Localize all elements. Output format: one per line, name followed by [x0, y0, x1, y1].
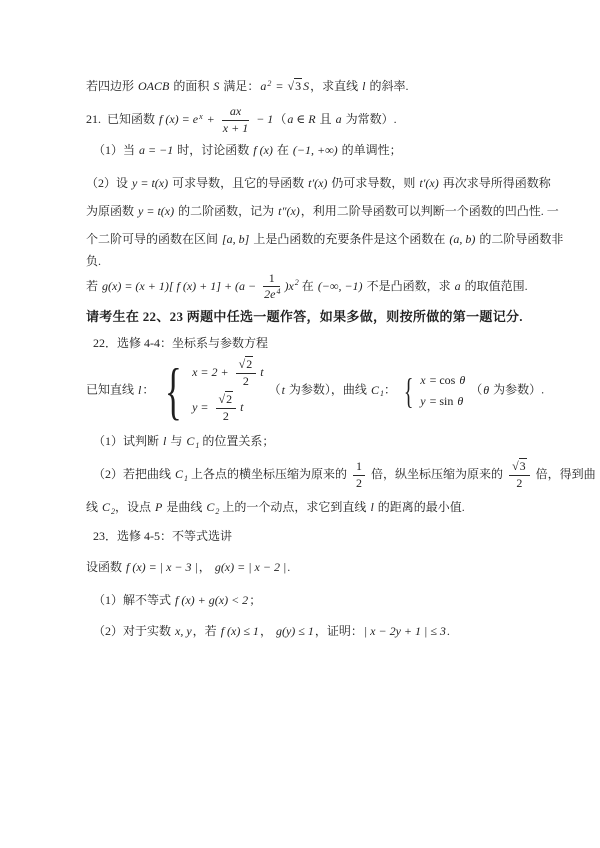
fraction-numerator [353, 460, 365, 476]
text-run: 仍可求导数，则 [328, 175, 419, 190]
left-brace-icon: { [403, 370, 414, 411]
text-run: 请考生在 22、23 两题中任选一题作答，如果多做，则按所做的第一题记分. [86, 309, 523, 325]
text-run: （1）解不等式 [93, 592, 175, 607]
problem22-heading [86, 335, 600, 352]
text-run: 的二阶导函数非 [476, 231, 564, 246]
math-run: = [272, 79, 287, 93]
problem20-tail [86, 78, 600, 95]
equation-system [400, 372, 466, 410]
problem23-part2 [86, 623, 600, 640]
text-run: 在 [298, 278, 317, 293]
fraction [222, 105, 249, 136]
problem23-part1 [86, 592, 600, 609]
problem21-part2-line4 [86, 253, 600, 270]
math-run: a [454, 278, 461, 293]
problem21-gx-condition [86, 272, 600, 303]
text-run: 上的一个动点，求它到直线 [219, 499, 370, 514]
text-run: 上各点的横坐标压缩为原来的 [188, 467, 351, 482]
fraction-denominator [216, 409, 237, 424]
math-run: t′(x) [308, 175, 328, 190]
text-run: 2 [516, 476, 523, 491]
text-run: ，利用二阶导函数可以判断一个函数的凹凸性. 一 [300, 203, 559, 218]
text-run: ，设点 [115, 499, 155, 514]
text-run: （2）设 [86, 175, 132, 190]
fraction [236, 358, 257, 389]
radical-sign-icon: √ [238, 357, 246, 372]
math-run: OACB [138, 79, 170, 93]
text-run: 2 [356, 476, 363, 491]
text-run: ； [249, 592, 262, 607]
fraction-denominator [222, 121, 249, 136]
equation-system [158, 354, 264, 426]
problem22-given [86, 354, 600, 426]
math-run: x, y [175, 623, 192, 638]
superscript: 2 [294, 278, 299, 288]
text-run: 的面积 [170, 79, 213, 93]
math-run: x = 2 + [192, 365, 232, 380]
radical [288, 78, 303, 93]
math-run: θ [483, 382, 490, 397]
text-run: ，若 [192, 623, 220, 638]
text-run: 22．选修 4-4：坐标系与参数方程 [93, 336, 268, 351]
text-run: 为常数）. [342, 112, 397, 127]
subscript: 1 [195, 441, 200, 451]
math-run: t [260, 365, 264, 380]
superscript: x [199, 111, 203, 121]
math-run: (a, b) [449, 231, 476, 246]
problem21-part1 [86, 142, 600, 159]
math-run: (−1, +∞) [292, 142, 338, 157]
math-run: y [420, 393, 426, 408]
text-run: 的单调性； [338, 142, 402, 157]
selection-note [86, 308, 600, 325]
math-run: f (x) ≤ 1 [220, 623, 259, 638]
fraction [353, 460, 365, 491]
text-run: 倍，得到曲 [532, 467, 596, 482]
fraction-denominator [509, 476, 530, 491]
math-run: ax [229, 104, 242, 118]
fraction-denominator [353, 476, 365, 491]
text-run: 且 [316, 112, 335, 127]
math-run: x [420, 372, 426, 387]
math-run: f (x) [253, 142, 273, 157]
radical-sign-icon: √ [512, 459, 519, 474]
text-run: 设函数 [86, 559, 126, 574]
text-run: ，求直线 [310, 79, 362, 93]
text-run: （ [470, 382, 483, 397]
math-run: l [138, 382, 142, 397]
math-run: C [102, 499, 111, 514]
math-run: 2e [264, 287, 276, 302]
fraction-denominator [263, 287, 280, 302]
text-run: = cos [426, 372, 459, 387]
text-run: . [287, 559, 291, 574]
math-run: C [175, 467, 184, 482]
text-run: 已知直线 [86, 382, 138, 397]
text-run: 的斜率. [366, 79, 409, 93]
radical-sign-icon: √ [287, 79, 295, 93]
system-rows [191, 358, 264, 423]
fraction-numerator [509, 460, 530, 476]
problem21-part2-line3 [86, 225, 600, 253]
problem22-part1 [86, 433, 600, 450]
text-run: 与 [167, 434, 186, 449]
text-run: 2 [222, 408, 229, 423]
fraction-denominator [236, 374, 257, 389]
text-run: 的取值范围. [461, 278, 528, 293]
text-run: ，证明： [314, 623, 363, 638]
radical [239, 356, 254, 371]
text-run: 为原函数 [86, 203, 138, 218]
math-run: y = t(x) [132, 175, 169, 190]
problem21-heading [86, 105, 600, 136]
text-run: 线 [86, 499, 102, 514]
math-run: t [240, 399, 244, 414]
math-run: C [186, 434, 195, 449]
math-run: t″(x) [278, 203, 300, 218]
text-run: 1 [268, 270, 275, 285]
text-run: 上是凸函数的充要条件是这个函数在 [250, 231, 449, 246]
math-run: l [163, 434, 167, 449]
math-run: (−∞, −1) [317, 278, 363, 293]
system-row [419, 393, 464, 410]
fraction-numerator [236, 358, 257, 374]
subscript: 2 [215, 506, 220, 516]
text-run: （2）若把曲线 [93, 467, 175, 482]
text-run: 再次求导所得函数称 [439, 175, 551, 190]
math-run: )x [284, 278, 294, 293]
text-run: 若四边形 [86, 79, 138, 93]
radicand: 2 [226, 391, 233, 406]
text-run: = sin [426, 393, 457, 408]
math-run: C [370, 382, 379, 397]
text-run: 为参数），曲线 [285, 382, 370, 397]
subscript: 1 [184, 474, 189, 484]
radical [219, 391, 234, 406]
text-run: ： [142, 382, 155, 397]
fraction [216, 393, 237, 424]
math-run: f (x) = e [159, 112, 199, 127]
text-run: . [446, 623, 450, 638]
superscript: 4 [276, 287, 281, 296]
text-run: （ [274, 112, 287, 127]
text-run: 的位置关系； [199, 434, 275, 449]
math-run: S [303, 79, 310, 93]
math-run: P [155, 499, 163, 514]
math-run: [a, b] [222, 231, 250, 246]
left-brace-icon: { [165, 354, 183, 426]
problem22-part2-line2 [86, 499, 600, 516]
math-run: + [203, 112, 218, 127]
text-run: 满足： [220, 79, 260, 93]
fraction-numerator [222, 105, 249, 121]
text-run: 是曲线 [163, 499, 206, 514]
text-run: 个二阶可导的函数在区间 [86, 231, 222, 246]
text-run: 可求导数，且它的导函数 [169, 175, 308, 190]
math-run: y = [192, 399, 212, 414]
text-run: ： [383, 382, 396, 397]
math-run: a = −1 [139, 142, 174, 157]
math-run: a [260, 79, 267, 93]
text-run: （1）当 [93, 142, 139, 157]
math-run: θ [457, 393, 464, 408]
text-run: 的二阶函数，记为 [175, 203, 278, 218]
document-body [86, 78, 600, 640]
text-run: 若 [86, 278, 102, 293]
text-run: （1）试判断 [93, 434, 163, 449]
text-run: ， [259, 623, 275, 638]
math-run: C [206, 499, 215, 514]
text-run: 23．选修 4-5：不等式选讲 [93, 528, 232, 543]
math-run: l [362, 79, 366, 93]
math-run: y = t(x) [138, 203, 175, 218]
problem21-part2-line2 [86, 197, 600, 225]
system-rows [419, 372, 466, 410]
math-run: g(y) ≤ 1 [275, 623, 314, 638]
radicand: 3 [295, 79, 302, 93]
math-run: − 1 [253, 112, 274, 127]
math-run: g(x) = (x + 1)[ f (x) + 1] + (a − [102, 278, 260, 293]
text-run: ， [198, 559, 214, 574]
text-run: 的距离的最小值. [374, 499, 465, 514]
radicand: 2 [246, 357, 253, 372]
fraction-numerator [216, 393, 237, 409]
math-run: t [281, 382, 285, 397]
math-run: f (x) + g(x) < 2 [175, 592, 249, 607]
problem22-part2-line1 [86, 460, 600, 491]
text-run: 21. 已知函数 [86, 112, 159, 127]
text-run: （ [268, 382, 281, 397]
fraction [509, 460, 530, 491]
problem23-heading [86, 528, 600, 545]
fraction-numerator [263, 272, 280, 288]
system-row [191, 393, 244, 424]
text-run: 在 [273, 142, 292, 157]
text-run: 不是凸函数，求 [363, 278, 454, 293]
math-run: a [335, 112, 342, 127]
math-run: | x − 2y + 1 | ≤ 3 [363, 623, 446, 638]
math-run: x + 1 [222, 120, 249, 135]
text-run: （2）对于实数 [93, 623, 175, 638]
radicand: 3 [519, 459, 526, 474]
math-run: f (x) = | x − 3 | [126, 559, 198, 574]
radical [512, 458, 527, 473]
math-run: θ [459, 372, 466, 387]
math-run: S [213, 79, 220, 93]
superscript: 2 [267, 78, 272, 88]
problem23-given [86, 559, 600, 576]
text-run: 为参数）. [490, 382, 545, 397]
subscript: 1 [379, 389, 384, 399]
text-run: 时，讨论函数 [174, 142, 253, 157]
math-run: l [370, 499, 374, 514]
subscript: 2 [111, 506, 116, 516]
text-run: 1 [356, 459, 363, 474]
system-row [191, 358, 264, 389]
problem21-part2-line1 [86, 169, 600, 197]
radical-sign-icon: √ [218, 391, 226, 406]
text-run: 负. [86, 253, 102, 268]
math-run: g(x) = | x − 2 | [214, 559, 287, 574]
text-run: 倍，纵坐标压缩为原来的 [368, 467, 507, 482]
text-run: 2 [242, 373, 249, 388]
system-row [419, 372, 466, 389]
math-run: t′(x) [419, 175, 439, 190]
math-run: a ∈ R [287, 112, 316, 127]
fraction [263, 272, 280, 303]
